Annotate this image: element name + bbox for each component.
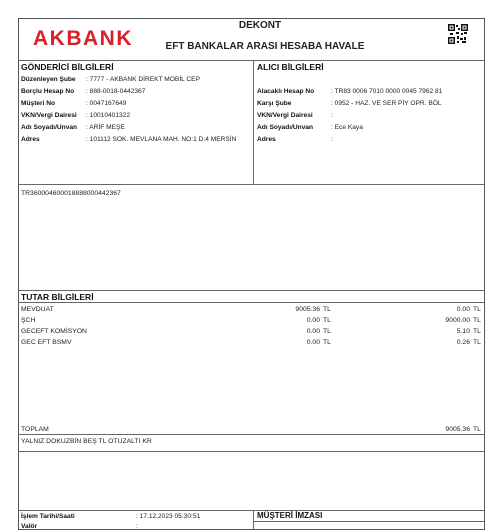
sender-branch-value: : 7777 - AKBANK DİREKT MOBİL CEP — [86, 76, 200, 83]
sender-address-value: : 101112 SOK. MEVLANA MAH. NO:1 D:4 MERSİN — [86, 136, 237, 143]
customer-signature-title: MÜŞTERİ İMZASI — [257, 511, 323, 520]
receiver-branch-label: Karşı Şube — [257, 100, 292, 107]
sender-tax-label: VKN/Vergi Dairesi — [21, 112, 77, 119]
sender-customer-value: : 0047167649 — [86, 100, 127, 107]
amount-row-value1: 9005.36 — [295, 306, 320, 313]
divider-amounts-title — [18, 302, 485, 303]
divider-total-top — [18, 434, 485, 435]
qr-code-icon — [448, 24, 468, 44]
transaction-date-label: İşlem Tarihi/Saati — [21, 513, 75, 520]
amount-row-currency1: TL — [323, 317, 331, 324]
receiver-branch-value: : 0952 - HAZ. VE SER PİY OPR. BÖL — [331, 100, 442, 107]
sender-branch-label: Düzenleyen Şube — [21, 76, 76, 83]
valor-label: Valör — [21, 523, 38, 530]
transaction-date-value: : 17.12.2023 05:30:51 — [136, 513, 201, 520]
divider-parties-bottom — [18, 184, 485, 185]
divider-footer — [253, 510, 254, 530]
amount-row-currency2: TL — [473, 339, 481, 346]
amount-row-name: MEVDUAT — [21, 306, 54, 313]
divider-signature-title — [253, 521, 485, 522]
amount-row-currency2: TL — [473, 306, 481, 313]
sender-account-label: Borçlu Hesap No — [21, 88, 75, 95]
total-value: 9005.36 — [445, 426, 470, 433]
sender-tax-value: : 10010401322 — [86, 112, 131, 119]
receiver-section-title: ALICI BİLGİLERİ — [257, 62, 324, 72]
amount-row-value2: 5.10 — [456, 328, 470, 335]
amount-row-currency2: TL — [473, 328, 481, 335]
amount-row-value1: 0.00 — [306, 339, 320, 346]
receiver-tax-label: VKN/Vergi Dairesi — [257, 112, 313, 119]
amount-row-value2: 0.26 — [456, 339, 470, 346]
amount-row-currency1: TL — [323, 328, 331, 335]
receiver-name-label: Adı Soyadı/Unvan — [257, 124, 314, 131]
divider-footer-top — [18, 510, 485, 511]
amount-row-value2: 9000.00 — [445, 317, 470, 324]
amount-row-name: GECEFT KOMİSYON — [21, 328, 87, 335]
sender-name-value: : ARİF MEŞE — [86, 124, 125, 131]
receiver-address-label: Adres — [257, 136, 276, 143]
amount-row-name: GEC EFT BSMV — [21, 339, 72, 346]
document-subtitle: EFT BANKALAR ARASI HESABA HAVALE — [165, 41, 365, 52]
amount-row-value2: 0.00 — [456, 306, 470, 313]
amount-row-value1: 0.00 — [306, 317, 320, 324]
akbank-logo: AKBANK — [33, 27, 133, 50]
amount-row-currency1: TL — [323, 339, 331, 346]
amount-row-currency1: TL — [323, 306, 331, 313]
amount-row-value1: 0.00 — [306, 328, 320, 335]
sender-address-label: Adres — [21, 136, 40, 143]
receiver-name-value: : Ece Kaya — [331, 124, 363, 131]
valor-value: : — [136, 523, 138, 530]
sender-name-label: Adı Soyadı/Unvan — [21, 124, 78, 131]
receiver-account-value: : TR83 0006 7010 0000 0045 7962 81 — [331, 88, 443, 95]
document-title: DEKONT — [238, 20, 282, 31]
reference-number: TR360004600018888000442367 — [21, 190, 121, 197]
sender-customer-label: Müşteri No — [21, 100, 56, 107]
receiver-account-label: Alacaklı Hesap No — [257, 88, 315, 95]
total-label: TOPLAM — [21, 426, 49, 433]
receiver-tax-value: : — [331, 112, 333, 119]
divider-header — [18, 60, 485, 61]
amount-row-name: ŞCH — [21, 317, 36, 324]
total-currency: TL — [473, 426, 481, 433]
divider-reference-bottom — [18, 290, 485, 291]
amounts-section-title: TUTAR BİLGİLERİ — [21, 292, 94, 302]
divider-words-bottom — [18, 451, 485, 452]
sender-account-value: : 888-0018-0442367 — [86, 88, 146, 95]
receiver-address-value: : — [331, 136, 333, 143]
sender-section-title: GÖNDERİCİ BİLGİLERİ — [21, 62, 114, 72]
amount-row-currency2: TL — [473, 317, 481, 324]
amount-in-words: YALNIZ DOKUZBİN BEŞ TL OTUZALTI KR — [21, 438, 152, 445]
divider-parties — [253, 60, 254, 184]
